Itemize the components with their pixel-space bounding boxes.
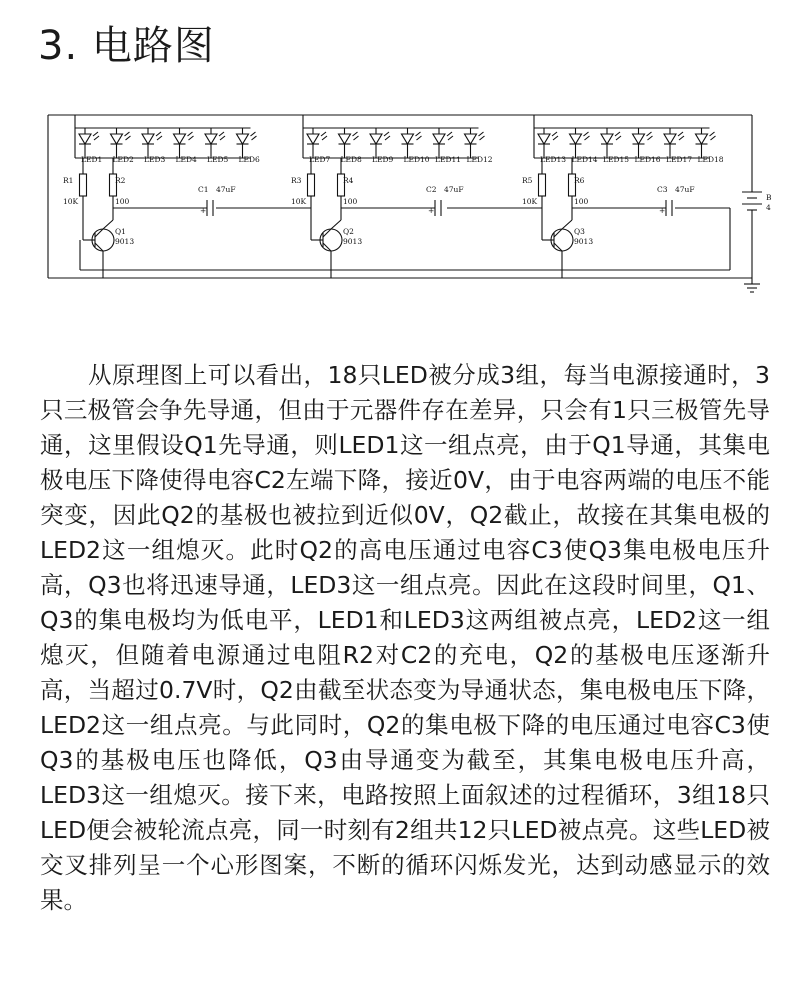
led-arrow [584, 132, 589, 136]
led-label: LED11 [435, 155, 462, 164]
led-arrow [585, 136, 590, 140]
transistor-type: 9013 [574, 237, 594, 246]
led-label: LED10 [403, 155, 430, 164]
led-arrow [188, 132, 193, 136]
led-label: LED12 [466, 155, 493, 164]
transistor-label: Q3 [574, 227, 585, 236]
led-label: LED15 [603, 155, 630, 164]
led-diode [339, 134, 351, 144]
led-arrow [252, 136, 257, 140]
led-arrow [219, 132, 224, 136]
led-arrow [678, 132, 683, 136]
resistor-value: 100 [115, 197, 130, 206]
led-diode [370, 134, 382, 144]
led-diode [696, 134, 708, 144]
led-diode [664, 134, 676, 144]
transistor-label: Q2 [343, 227, 354, 236]
wire [103, 220, 113, 229]
led-label: LED6 [238, 155, 260, 164]
resistor-label: R2 [115, 176, 126, 185]
led-arrow [448, 136, 453, 140]
led-arrow [156, 132, 161, 136]
led-arrow [417, 136, 422, 140]
led-arrow [220, 136, 225, 140]
led-label: LED9 [372, 155, 394, 164]
led-arrow [321, 132, 326, 136]
resistor-value: 10K [291, 197, 307, 206]
led-arrow [615, 132, 620, 136]
led-arrow [552, 132, 557, 136]
battery-value: 4 [766, 203, 771, 212]
led-arrow [322, 136, 327, 140]
battery-label: B [766, 193, 772, 202]
led-arrow [647, 132, 652, 136]
led-arrow [126, 136, 131, 140]
led-arrow [157, 136, 162, 140]
resistor [308, 174, 315, 196]
led-diode [601, 134, 613, 144]
transistor-label: Q1 [115, 227, 126, 236]
led-diode [307, 134, 319, 144]
resistor-label: R5 [522, 176, 533, 185]
wire [562, 220, 572, 229]
circuit-diagram [40, 100, 780, 300]
led-arrow [711, 136, 716, 140]
led-label: LED18 [697, 155, 724, 164]
led-arrow [648, 136, 653, 140]
led-arrow [125, 132, 130, 136]
transistor-type: 9013 [115, 237, 135, 246]
capacitor-label: C3 [657, 185, 668, 194]
led-diode [633, 134, 645, 144]
led-diode [205, 134, 217, 144]
led-label: LED8 [340, 155, 362, 164]
led-arrow [553, 136, 558, 140]
led-arrow [616, 136, 621, 140]
led-label: LED1 [81, 155, 103, 164]
description-paragraph: 从原理图上可以看出，18只LED被分成3组，每当电源接通时，3只三极管会争先导通，但由于元器件存在差异，只会有1只三极管先导通，这里假设Q1先导通，则LED1这一组点亮，由于Q1导通，其集电极电压下降使得电容C2左端下降，接近0V，由于电容两端的电压不能突变，因此Q2的基极也被拉到近似0V，Q2截止，故接在其集电极的LED2这一组熄灭。此时Q2的高电压通过电容C3使Q3集电极电压升高，Q3也将迅速导通，LED3这一组点亮。因此在这段时间里，Q1、Q3的集电极均为低电平，LED1和LED3这两组被点亮，LED2这一组熄灭，但随着电源通过电阻R2对C2的充电，Q2的基极电压逐渐升高，当超过0.7V时，Q2由截至状态变为导通状态，集电极电压下降，LED2这一组点亮。与此同时，Q2的集电极下降的电压通过电容C3使Q3的基极电压也降低，Q3由导通变为截至，其集电极电压升高，LED3这一组熄灭。接下来，电路按照上面叙述的过程循环，3组18只LED便会被轮流点亮，同一时刻有2组共12只LED被点亮。这些LED被交叉排列呈一个心形图案，不断的循环闪烁发光，达到动感显示的效果。 [40, 361, 770, 914]
led-arrow [416, 132, 421, 136]
resistor-label: R1 [63, 176, 74, 185]
resistor-label: R6 [574, 176, 585, 185]
section-title: 3. 电路图 [38, 23, 215, 69]
led-label: LED4 [175, 155, 197, 164]
led-arrow [385, 136, 390, 140]
led-diode [142, 134, 154, 144]
resistor-value: 100 [574, 197, 589, 206]
led-arrow [479, 132, 484, 136]
led-diode [433, 134, 445, 144]
led-diode [111, 134, 123, 144]
resistor-value: 10K [63, 197, 79, 206]
led-diode [79, 134, 91, 144]
capacitor-value: 47uF [444, 185, 464, 194]
led-label: LED3 [144, 155, 166, 164]
led-diode [402, 134, 414, 144]
resistor-value: 100 [343, 197, 358, 206]
capacitor-polarity: + [659, 206, 666, 215]
resistor-value: 10K [522, 197, 538, 206]
resistor [539, 174, 546, 196]
led-arrow [353, 132, 358, 136]
wire [331, 220, 341, 229]
led-diode [570, 134, 582, 144]
led-label: LED7 [309, 155, 331, 164]
resistor-label: R3 [291, 176, 302, 185]
capacitor-label: C2 [426, 185, 437, 194]
resistor-label: R4 [343, 176, 354, 185]
transistor-type: 9013 [343, 237, 363, 246]
led-label: LED2 [112, 155, 134, 164]
led-diode [538, 134, 550, 144]
resistor [80, 174, 87, 196]
led-diode [174, 134, 186, 144]
led-arrow [480, 136, 485, 140]
capacitor-value: 47uF [216, 185, 236, 194]
led-arrow [679, 136, 684, 140]
led-arrow [710, 132, 715, 136]
led-diode [465, 134, 477, 144]
led-label: LED5 [207, 155, 229, 164]
led-label: LED14 [571, 155, 598, 164]
capacitor-label: C1 [198, 185, 209, 194]
led-arrow [447, 132, 452, 136]
led-arrow [354, 136, 359, 140]
led-arrow [189, 136, 194, 140]
led-label: LED17 [666, 155, 693, 164]
led-arrow [384, 132, 389, 136]
capacitor-polarity: + [428, 206, 435, 215]
led-label: LED16 [634, 155, 661, 164]
led-arrow [251, 132, 256, 136]
led-arrow [93, 132, 98, 136]
capacitor-polarity: + [200, 206, 207, 215]
led-arrow [94, 136, 99, 140]
led-label: LED13 [540, 155, 567, 164]
led-diode [237, 134, 249, 144]
capacitor-value: 47uF [675, 185, 695, 194]
